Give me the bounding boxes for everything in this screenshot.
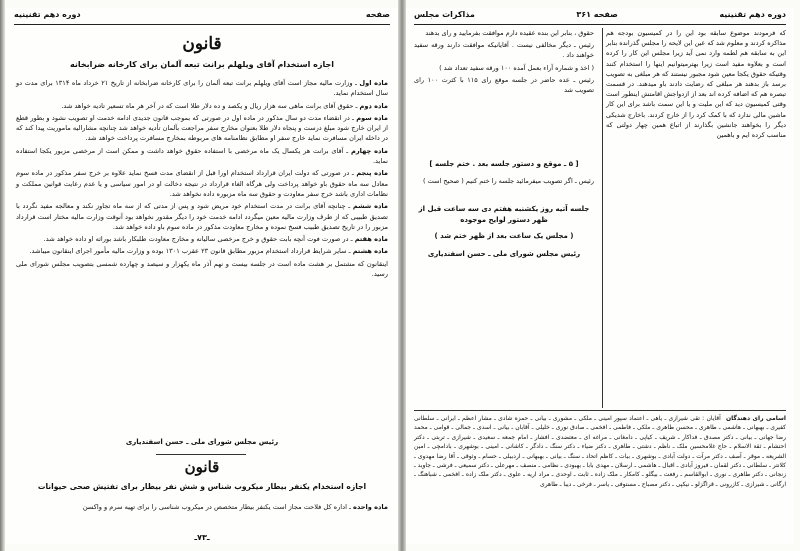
scan-edge-left	[0, 0, 5, 551]
right-header-page-label: صفحه ۳۶۱	[576, 10, 618, 19]
law1-heading: قانون	[182, 34, 222, 54]
left-header-title: دوره دهم تقنینیه	[14, 10, 81, 19]
article-label: ماده اول	[359, 79, 388, 87]
article-1	[16, 78, 388, 99]
article-text: ـ در انقضاء مدت دو سال مذکور در ماده اول در صورتی که بموجب قانون جدیدی ادامه خدمت او تصویب نشود و بطور قطع از ایران خارج شود مبلغ درست و پنجاه دلار طلا بعنوان مخارج سفر مراجعت بآلمان تأدیه خواهد شد چنانچه مشارالیه ماموریت پیدا کند که در داخله ایران مسافرت نماید خارج سفر او مطابق نظامنامه های مربوطه بمخارج مسافرت پرداخت خواهد شد.	[16, 113, 388, 143]
article-label: ماده دوم	[359, 101, 388, 110]
article-text: ـ آقای برانت هر یکسال یک ماه مرخصی با استفاده حقوق خواهد داشت و ممکن است از مرخصی مزبور یکجا استفاده نماید.	[16, 146, 388, 166]
column-divider	[602, 28, 603, 408]
column-right-text: که فرمودند موضوع سابقه بود این را در کمیسیون بودجه هم مذاکره کردند و معلوم شد که عین این لایحه را مجلس گذرانده بنابر این به سابقه هم لطمه وارد نمی آید زیرا مجلس این کار را کرده است و بعلاوه مفید است زیرا بهترمیتوانیم اینها را استخدام کنند وقتیکه حقوق یکجا معین شود مجبور نیستند که هر مبلغی به تصویب برسد باز بدهند هر مبلغی که رضایت دادند باو میدهند. در قسمت تبصره هم که اضافه کرده اند بعد از ازدواجش اقامتش اینطور است وقتی کمیسیون دید که این ملیت و یا این سمت باشد برای این کار ماشین مالی ندارد که با کمک کرد را از خارج کردند. باخارج شدیکی دیگر را بخواهند جانشین بگذارند از اتباع همین چهار دولتی که مناسب کرده ایم و باهمین	[606, 29, 786, 140]
right-header-journal: مذاکرات مجلس	[414, 10, 475, 19]
article-text: ـ در صورت فوت آنچه بابت حقوق و خرج مرخصی سالیانه و مخارج معاودت طلبکار باشد بوراثه او داده خواهد شد.	[43, 235, 353, 244]
divider	[156, 454, 246, 455]
law1-signature: رئیس مجلس شورای ملی ـ حسن اسفندیاری	[125, 438, 279, 446]
voters-names: آقایان : تقی شیرازی ـ یاهی ـ اعتماد سپور امینی ـ ملکی ـ مشوری ـ بیانی ـ حمزه شادی ـ مشار اعظم ـ ایرانی ـ سلطانی کفیری ـ بهبهانی ـ هاشمی ـ طاهری ـ محسن طاهری ـ ملکی ـ فاطمی ـ افخمی ـ صادق نوری ـ خلیلی ـ آقابان ـ بیانی ـ اسدی ـ جمالی ـ قوامی ـ محمد رضا جهانی ـ بیانی ـ دکتر مصدق ـ فداکار ـ شریف ـ کیاپی ـ دامغانی ـ مراغه ای ـ معتضدی ـ افشار ـ امام جمعه ـ سعیدی ـ شیرازی ـ تربتی ـ دکتر احتشام ـ ثقة الاسلام ـ حاج غلامحسین ملک ـ ناظم ـ دشتی ـ طاهری ـ دکتر ضیاء ـ دکتر سنگ ـ دادگر ـ کاشانی ـ امینی ـ بوشهری ـ بادامچی ـ امین الشریعه ـ موقر ـ آصف ـ دکتر مرآت ـ دولت آبادی ـ بوشهری ـ بیات ـ کاظم اتحاد ـ سنگ ـ بیانی ـ بهبهانی ـ اردبیلی ـ حسام ـ وثوقی ـ آقا رضا مهدوی ـ کلانتر ـ سلطانی ـ دکتر لقمان ـ فیروز آبادی ـ اقبال ـ هاشمی ـ ارسلان ـ مهدی بابا ـ بهبودی ـ نظامی ـ منصف ـ مهرعلی ـ دکتر سمیعی ـ فرشی ـ جاوید ـ زنجانی ـ دکتر طاهری ـ نوری ـ ابوالقاسم ـ رفعت ـ بیگلو ـ کامکار ـ ملک زاده ـ ثابت ـ اوحدی ـ مراد اریه ـ علوی ـ دکتر ملک زاده ـ افخمی ـ شباهنگ ـ ارگانی ـ شیرازی ـ کازرونی ـ قراگزلو ـ نیکپی ـ دکتر مصباح ـ مستوفی ـ یاسر ـ فرخی ـ دیبا ـ طاهری	[414, 415, 786, 488]
session-end-note: ( مجلس یک ساعت بعد از ظهر ختم شد )	[434, 232, 574, 240]
column-left	[414, 28, 594, 97]
article-3	[16, 113, 388, 144]
names-divider	[414, 410, 786, 411]
article-text: ـ چنانچه آقای برانت در مدت استخدام خود مریض شود و پس از مدتی که از سه ماه تجاوز نکند و معالجه مفید نگردد با تصدیق طبیبی که از طرف وزارت مالیه معین میگردد ادامه خدمت خود را دیگر مقدور نخواهد بود آنوقت وزارت مالیه مختار است قرارداد مزبور را در تاریخ تصدیق طبیب فسخ نموده و مخارج معاودت مذکور در ماده سوم باو داده خواهد شد.	[16, 202, 388, 231]
article-label: ماده هشتم	[352, 247, 388, 256]
para: رئیس ـ دیگر مخالفی نیست . آقایانیکه موافقت دارند ورقه سفید خواهند داد .	[414, 41, 594, 60]
right-signature: رئیس مجلس شورای ملی ـ حسن اسفندیاری	[427, 250, 581, 258]
right-page-header	[414, 10, 786, 25]
law2-article-1	[16, 502, 388, 512]
para: ( اخذ و شماره آراء بعمل آمده ۱۰۰ ورقه سفید تعداد شد )	[439, 63, 594, 72]
article-label: ماده پنجم	[356, 169, 389, 178]
article-4	[16, 146, 388, 167]
law1-articles	[16, 78, 388, 281]
article-text: ـ وزارت مالیه مجاز است آقای ویلهلم برانت تبعه آلمان را برای کارخانه ضرابخانه از تاریخ ۲۱ خرداد ماه ۱۳۱۴ برای مدت دو سال استخدام نماید.	[16, 79, 388, 98]
closing-statement	[414, 176, 594, 188]
law1-subtitle: اجازه استخدام آقای ویلهلم برانت تبعه آلمان برای کارخانه ضرابخانه	[70, 60, 334, 69]
next-session-agenda: جلسه آتیه روز یکشنبه هفتم دی سه ساعت قبل از ظهر دستور لوایح موجوده	[418, 205, 590, 224]
para: حقوق ، بنابر این بنده عقیده دارم موافقت بفرمایید و رای بدهند	[425, 29, 594, 37]
left-header-page-label: صفحه	[365, 10, 390, 19]
article-label: ماده واحده	[353, 503, 388, 511]
article-5	[16, 168, 388, 199]
article-8	[16, 246, 388, 256]
article-text: ـ سایر شرایط قرارداد استخدام مزبور مطابق قانون ۲۳ عقرب ۱۳۰۱ بوده و وزارت مالیه مأمور اجرای اینقانون میباشد.	[29, 247, 351, 256]
para: رئیس ـ عده حاضر در جلسه موقع رای ۱۱۵ با کثرت ۱۰۰ رای تصویب شد	[414, 75, 594, 95]
right-header-title: دوره دهم تقنینیه	[719, 10, 786, 19]
voters-list	[414, 414, 786, 489]
article-6	[16, 201, 388, 232]
para: رئیس ـ اگر تصویب میفرمائید جلسه را ختم کنیم ( صحیح است )	[423, 177, 594, 185]
page-number: ـ۷۳ـ	[194, 533, 210, 542]
law2-first-article	[16, 502, 388, 514]
article-label: ماده چهارم	[350, 146, 388, 155]
left-page-header	[14, 10, 390, 25]
voters-heading: اسامی رای دهندگان	[726, 415, 786, 422]
law1-closing: اینقانون که مشتمل بر هشت ماده است در جلسه بیست و نهم آذر ماه یکهزار و سیصد و چهارده شمسی بتصویب مجلس شورای ملی رسید.	[16, 259, 388, 279]
article-label: ماده ششم	[352, 202, 388, 211]
article-7	[16, 234, 388, 244]
article-text: ـ در صورتی که دولت ایران قرارداد استخدام اورا قبل از انقضای مدت فسخ نماید علاوه بر خرج سفر مذکور در ماده سوم معادل سه ماه حقوق باو خواهد پرداخت ولی هرگاه الغاء قرارداد در نتیجه دخالت او در امور سیاسی و یا عدم رعایت قوانین مملکت و نظامات اداری باشد خرج سفر معاودت و حقوق سه ماه مزبوره داده نخواهد شد.	[16, 169, 388, 198]
book-gutter	[398, 0, 406, 551]
right-page	[406, 8, 794, 544]
article-label: ماده هفتم	[354, 235, 388, 244]
article-2	[16, 101, 388, 111]
law2-subtitle: اجازه استخدام یکنفر بیطار میکروب شناس و شش نفر بیطار برای تفتیش صحی حیوانات	[37, 482, 367, 491]
law2-heading: قانون	[184, 458, 220, 476]
article-label: ماده سوم	[356, 113, 388, 122]
next-session-heading: [ ۵ ـ موقع و دستور جلسه بعد . ختم جلسه ]	[429, 160, 579, 168]
column-right	[606, 28, 786, 142]
left-page	[6, 8, 398, 544]
article-text: ـ اداره کل فلاحت مجاز است یکنفر بیطار متخصص در میکروب شناسی را برای تهیه سرم و واکسن	[82, 503, 351, 511]
article-text: ـ حقوق آقای برانت ماهی سه هزار ریال و یکصد و ده دلار طلا است که در آخر هر ماه تسعیر تادیه خواهد شد.	[61, 101, 358, 110]
